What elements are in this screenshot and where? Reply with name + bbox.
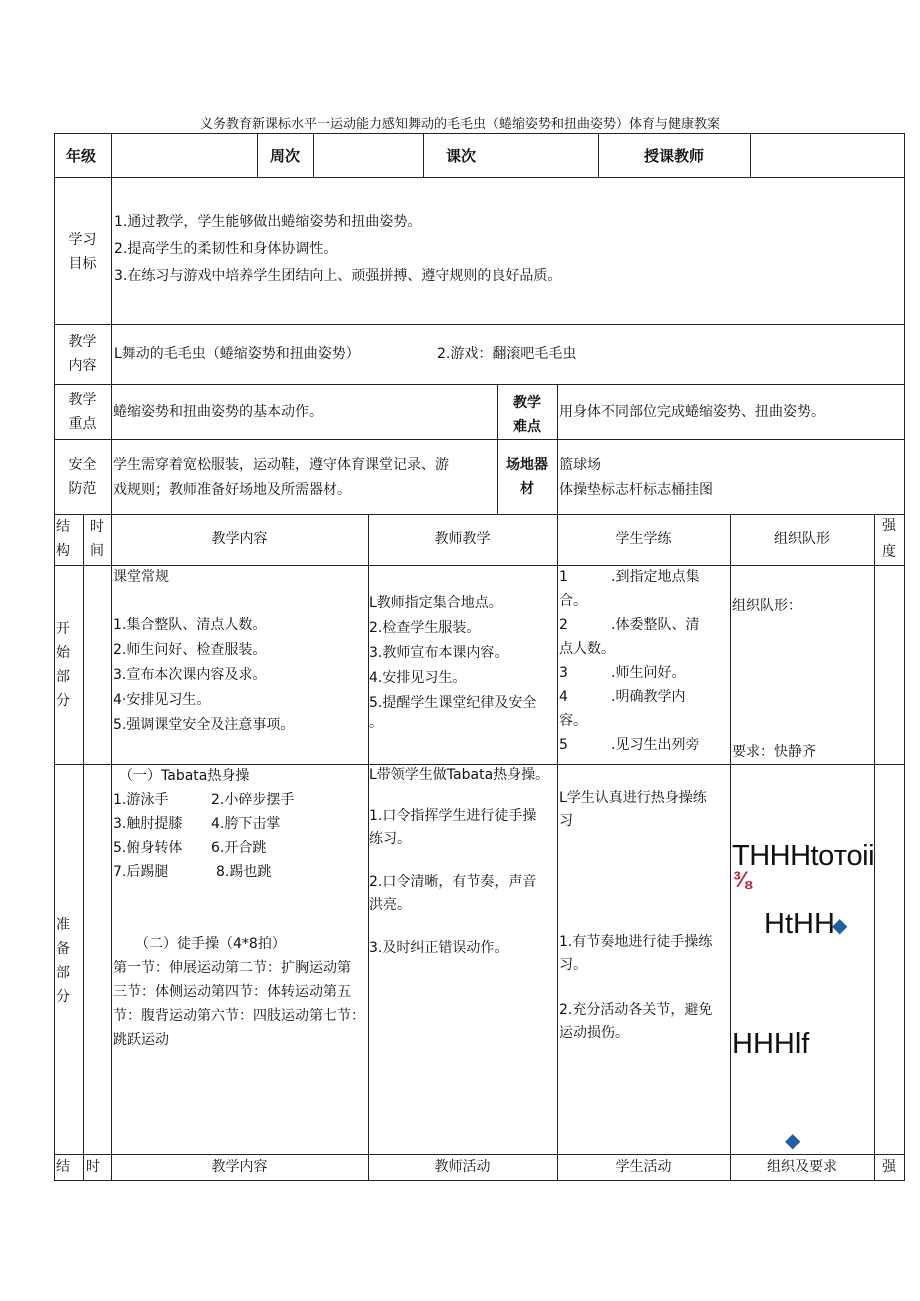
content-label-line: 教学 xyxy=(68,334,97,350)
venue-line: 体操垫标志杆标志桶挂图 xyxy=(559,482,713,498)
col-divider xyxy=(557,514,558,1180)
list-item: 4·安排见习生。 xyxy=(113,692,211,708)
formation-mark-icon: ⅜ xyxy=(733,867,752,892)
list-item: 练习。 xyxy=(369,831,411,847)
safety-line: 戏规则；教师准备好场地及所需器材。 xyxy=(113,482,351,498)
part-label-char: 部 xyxy=(56,965,70,981)
freehand-title: （二）徒手操（4*8拍） xyxy=(135,936,286,952)
list-item: L带领学生做Tabata热身操。 xyxy=(369,767,550,783)
col-header-teacher: 教师教学 xyxy=(434,531,491,547)
list-item: 习 xyxy=(559,813,573,829)
item-number: 1 xyxy=(559,569,568,585)
list-item: 2.检查学生服装。 xyxy=(369,620,481,636)
list-item: 7.后踢腿 xyxy=(113,864,169,880)
footer-content: 教学内容 xyxy=(211,1159,268,1175)
col-header-time xyxy=(83,515,111,563)
col-divider xyxy=(874,514,875,1180)
start-org-label: 组织队形： xyxy=(732,598,802,614)
list-item: 2.口令清晰，有节奏，声音 xyxy=(369,874,537,890)
part-label-char: 开 xyxy=(56,621,70,637)
col-header-content: 教学内容 xyxy=(211,531,268,547)
col-divider xyxy=(257,133,258,177)
col-header-structure xyxy=(54,515,83,563)
prep-content xyxy=(113,764,369,1052)
difficulty-label xyxy=(497,391,557,439)
list-item: 2.小碎步摆手 xyxy=(211,792,295,808)
list-item: 3.及时纠正错误动作。 xyxy=(369,940,509,956)
freehand-line: 节：腹背运动第六节：四肢运动第七节： xyxy=(113,1008,365,1024)
start-student xyxy=(559,565,729,757)
table-border-right xyxy=(904,133,905,1181)
safety-label-line: 安全 xyxy=(68,457,97,473)
part-label-char: 始 xyxy=(56,645,70,661)
list-item: 6.开合跳 xyxy=(211,840,267,856)
part-label-char: 分 xyxy=(56,989,70,1005)
difficulty-text: 用身体不同部位完成蜷缩姿势、扭曲姿势。 xyxy=(559,404,825,420)
objectives-label-line: 目标 xyxy=(68,256,97,272)
col-header-intensity xyxy=(874,513,904,565)
prep-teacher xyxy=(369,764,549,960)
difficulty-label-line: 教学 xyxy=(513,395,541,411)
col-header-org: 组织队形 xyxy=(774,531,830,547)
row-divider xyxy=(54,514,905,515)
venue-line: 篮球场 xyxy=(559,457,601,473)
freehand-line: 跳跃运动 xyxy=(113,1032,169,1048)
key-points-text: 蜷缩姿势和扭曲姿势的基本动作。 xyxy=(113,404,323,420)
col-header-student: 学生学练 xyxy=(615,531,672,547)
list-item: 3.触肘提膝 xyxy=(113,816,183,832)
key-points-label xyxy=(54,388,111,436)
col-divider xyxy=(557,384,558,514)
safety-line: 学生需穿着宽松服装，运动鞋，遵守体育课堂记录、游 xyxy=(113,457,449,473)
footer-intensity: 强 xyxy=(882,1159,896,1175)
list-item: 1.口令指挥学生进行徒手操 xyxy=(369,808,537,824)
footer-org: 组织及要求 xyxy=(767,1159,837,1175)
footer-time: 时 xyxy=(86,1159,100,1175)
content-item-2: 2.游戏：翻滚吧毛毛虫 xyxy=(437,346,577,362)
safety-text xyxy=(113,453,449,503)
list-item: 4.胯下击掌 xyxy=(211,816,281,832)
objectives-label xyxy=(54,228,111,276)
lesson-label: 课次 xyxy=(446,147,477,165)
tabata-title: （一）Tabata热身操 xyxy=(119,768,250,784)
teacher-diamond-icon: ◆ xyxy=(785,1130,801,1152)
item-text: .到指定地点集 xyxy=(611,569,700,585)
col-divider xyxy=(750,133,751,177)
table-border-top xyxy=(54,133,905,134)
safety-label-line: 防范 xyxy=(68,481,97,497)
row-divider xyxy=(54,324,905,325)
list-item: 5.强调课堂安全及注意事项。 xyxy=(113,717,295,733)
item-number: 5 xyxy=(559,737,568,753)
item-text: 合。 xyxy=(559,593,587,609)
row-divider xyxy=(54,439,905,440)
list-item: 2.提高学生的柔韧性和身体协调性。 xyxy=(114,241,338,257)
prep-student-2 xyxy=(559,931,712,1045)
objectives-label-line: 学习 xyxy=(68,232,97,248)
col-divider xyxy=(111,133,112,514)
col-divider xyxy=(730,514,731,1180)
list-item: 1.集合整队、清点人数。 xyxy=(113,617,267,633)
part-label-char: 备 xyxy=(56,941,70,957)
item-text: 容。 xyxy=(559,713,587,729)
list-item: 8.踢也跳 xyxy=(216,864,272,880)
col-divider xyxy=(83,514,84,1180)
item-text: .师生问好。 xyxy=(611,665,686,681)
grade-label: 年级 xyxy=(66,147,97,165)
list-item: 1.通过教学，学生能够做出蜷缩姿势和扭曲姿势。 xyxy=(114,214,422,230)
document-title: 义务教育新课标水平一运动能力感知舞动的毛毛虫（蜷缩姿势和扭曲姿势）体育与健康教案 xyxy=(199,117,720,132)
formation-row-2: HtHH xyxy=(764,908,835,940)
freehand-line: 第一节：伸展运动第二节：扩胸运动第 xyxy=(113,960,351,976)
row-divider xyxy=(54,384,905,385)
list-item: 。 xyxy=(369,715,383,731)
list-item: 5.提醒学生课堂纪律及安全 xyxy=(369,695,537,711)
list-item: 3.教师宣布本课内容。 xyxy=(369,645,509,661)
item-number: 2 xyxy=(559,617,568,633)
start-teacher xyxy=(369,591,536,730)
list-item: 4.安排见习生。 xyxy=(369,670,467,686)
part-label-char: 准 xyxy=(56,917,70,933)
item-number: 3 xyxy=(559,665,568,681)
difficulty-label-line: 难点 xyxy=(513,419,541,435)
start-org-requirement: 要求：快静齐 xyxy=(732,744,816,760)
part-label-char: 部 xyxy=(56,669,70,685)
col-divider xyxy=(423,133,424,177)
list-item: L学生认真进行热身操练 xyxy=(559,790,707,806)
formation-diamond-icon: ◆ xyxy=(832,915,848,937)
venue-label xyxy=(497,453,557,501)
formation-row-1: THHHtoтoii xyxy=(732,840,875,872)
list-item: 2.充分活动各关节，避免 xyxy=(559,1002,713,1018)
col-header-line: 强 xyxy=(882,518,896,534)
list-item: 习。 xyxy=(559,957,587,973)
content-label xyxy=(54,330,111,378)
col-header-line: 结 xyxy=(56,519,70,535)
objectives-list xyxy=(114,209,894,290)
freehand-line: 三节：体侧运动第四节：体转运动第五 xyxy=(113,984,351,1000)
teacher-label: 授课教师 xyxy=(644,147,705,165)
list-item: 课堂常规 xyxy=(113,569,169,585)
start-content xyxy=(113,565,294,738)
list-item: 洪亮。 xyxy=(369,897,411,913)
part-label-char: 分 xyxy=(56,693,70,709)
col-header-line: 度 xyxy=(882,544,896,560)
key-points-label-line: 重点 xyxy=(68,416,97,432)
list-item: 3.宣布本次课内容及求。 xyxy=(113,667,267,683)
col-header-line: 构 xyxy=(56,543,70,559)
list-item: 1.有节奏地进行徒手操练 xyxy=(559,934,713,950)
item-text: .体委整队、清 xyxy=(611,617,700,633)
row-divider xyxy=(54,177,905,178)
content-label-line: 内容 xyxy=(68,358,97,374)
list-item: L教师指定集合地点。 xyxy=(369,595,503,611)
prep-student-1 xyxy=(559,787,707,833)
content-item-1: L舞动的毛毛虫（蜷缩姿势和扭曲姿势） xyxy=(114,346,360,362)
list-item: 3.在练习与游戏中培养学生团结向上、顽强拼搏、遵守规则的良好品质。 xyxy=(114,268,562,284)
footer-structure: 结 xyxy=(56,1159,70,1175)
item-text: 点人数。 xyxy=(559,641,615,657)
list-item: 2.师生问好、检查服装。 xyxy=(113,642,267,658)
safety-label xyxy=(54,453,111,501)
venue-text xyxy=(559,453,713,503)
item-number: 4 xyxy=(559,689,568,705)
list-item: 5.俯身转体 xyxy=(113,840,183,856)
week-label: 周次 xyxy=(270,147,301,165)
col-header-line: 时 xyxy=(90,519,104,535)
key-points-label-line: 教学 xyxy=(68,392,97,408)
footer-teacher: 教师活动 xyxy=(434,1159,491,1175)
col-divider xyxy=(598,133,599,177)
footer-student: 学生活动 xyxy=(615,1159,672,1175)
col-header-line: 间 xyxy=(90,543,104,559)
col-divider xyxy=(313,133,314,177)
start-part-label xyxy=(54,617,83,713)
item-text: .明确教学内 xyxy=(611,689,686,705)
prep-part-label xyxy=(54,913,83,1009)
list-item: 运动损伤。 xyxy=(559,1025,629,1041)
venue-label-line: 材 xyxy=(520,481,534,497)
item-text: .见习生出列旁 xyxy=(611,737,700,753)
venue-label-line: 场地器 xyxy=(506,457,548,473)
formation-row-3: HHHlf xyxy=(732,1028,810,1060)
table-border-bottom xyxy=(54,1180,905,1181)
col-divider xyxy=(111,514,112,1180)
list-item: 1.游泳手 xyxy=(113,792,169,808)
